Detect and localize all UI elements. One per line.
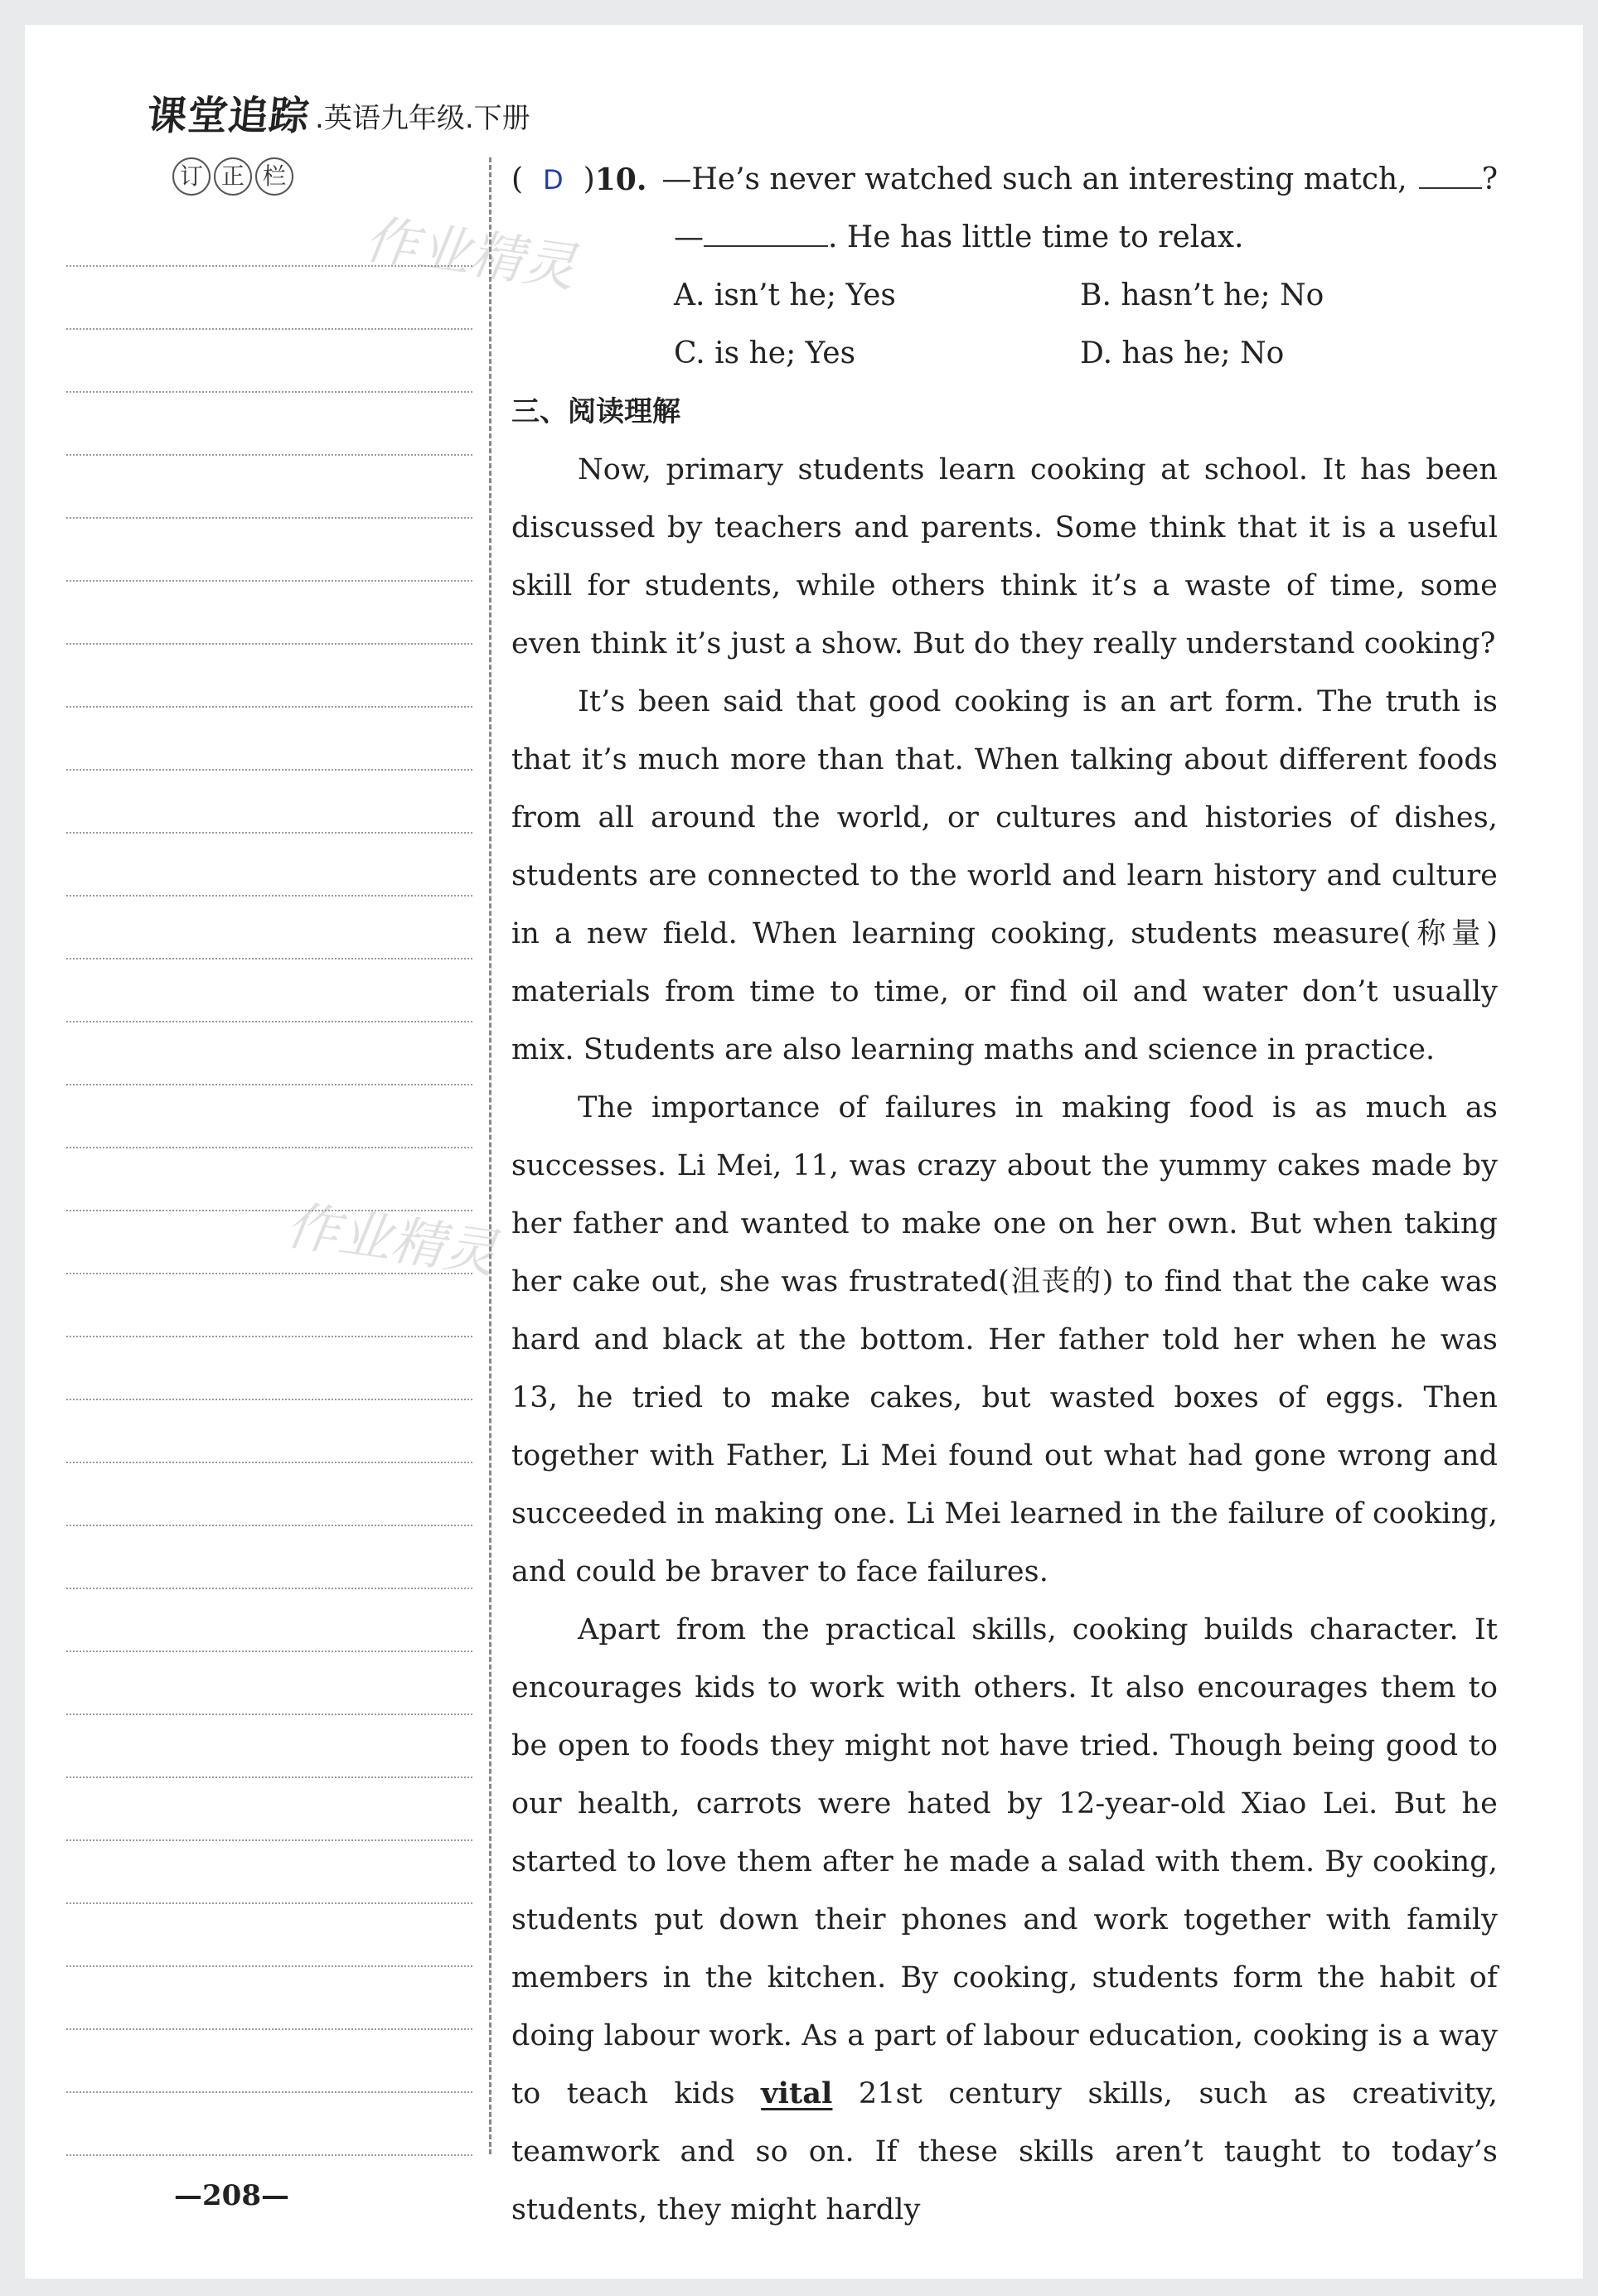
option-d: D. has he; No bbox=[1080, 336, 1285, 370]
writing-line bbox=[66, 1841, 472, 1904]
writing-line bbox=[66, 1400, 472, 1463]
correction-label-char: 订 bbox=[172, 157, 211, 196]
passage-paragraph-4 bbox=[511, 1601, 1498, 2239]
passage-paragraph-1: Now, primary students learn cooking at school. It has been discussed by teachers and parents. Some think that it is a useful skill for students, while others think it’s a waste of time, some even think it’s just a show. But do they really understand cooking? bbox=[511, 453, 1498, 660]
writing-line bbox=[66, 1967, 472, 2030]
writing-line bbox=[66, 1715, 472, 1778]
writing-line bbox=[66, 330, 472, 393]
paragraph-4-text-start: Apart from the practical skills, cooking builds character. It encourages kids to work with others. It also encourages them to be open to foods they might not have tried. Though being good to our health, carrots were hated by 12-year-old Xiao Lei. But he started to love them after he made a salad with them. By cooking, students put down their phones and work together with family members in the kitchen. By cooking, students form the habit of doing labour work. As a part of labour education, cooking is a way to teach kids bbox=[511, 1613, 1498, 2110]
writing-line bbox=[66, 1274, 472, 1337]
writing-line bbox=[66, 1463, 472, 1526]
writing-line bbox=[66, 834, 472, 897]
writing-line bbox=[66, 582, 472, 645]
answer-open-paren: ( bbox=[511, 162, 524, 196]
writing-line bbox=[66, 519, 472, 582]
writing-line bbox=[66, 1211, 472, 1274]
writing-line bbox=[66, 1085, 472, 1148]
page-number: —208— bbox=[174, 2179, 289, 2212]
answer-options bbox=[511, 267, 1498, 383]
section-title: 三、阅读理解 bbox=[511, 395, 680, 428]
reply-dash: — bbox=[674, 220, 704, 254]
correction-label-char: 栏 bbox=[255, 157, 293, 196]
column-divider bbox=[489, 157, 492, 2154]
writing-line bbox=[66, 1589, 472, 1652]
writing-line bbox=[66, 708, 472, 771]
question-number: 10. bbox=[594, 162, 647, 197]
writing-line bbox=[66, 1526, 472, 1589]
correction-label-char: 正 bbox=[214, 157, 252, 196]
question-stem-punct: ? bbox=[1481, 162, 1498, 196]
main-content bbox=[511, 151, 1498, 2239]
watermark: 作业精灵 bbox=[282, 1195, 501, 1286]
question-10-line-1 bbox=[511, 151, 1498, 209]
writing-line bbox=[66, 771, 472, 834]
writing-line bbox=[66, 2093, 472, 2156]
writing-line bbox=[66, 1337, 472, 1400]
watermark: 作业精灵 bbox=[361, 209, 580, 300]
reply-text: . He has little time to relax. bbox=[828, 220, 1244, 254]
question-10-line-2 bbox=[511, 209, 1498, 267]
passage-paragraph-2: It’s been said that good cooking is an art form. The truth is that it’s much more than that. When talking about different foods from all around the world, or cultures and histories of dishes, students are connected to the world and learn history and culture in a new field. When learning cooking, students measure(称量) materials from time to time, or find oil and water don’t usually mix. Students are also learning maths and science in practice. bbox=[511, 685, 1498, 1066]
writing-line bbox=[66, 1904, 472, 1967]
paragraph-4-text-end: 21st century skills, such as creativity, teamwork and so on. If these skills aren’t taught to today’s students, they might hardly bbox=[511, 2077, 1498, 2226]
book-title: .英语九年级.下册 bbox=[315, 102, 530, 135]
writing-line bbox=[66, 1778, 472, 1841]
page-header bbox=[144, 75, 530, 141]
option-a: A. isn’t he; Yes bbox=[674, 278, 896, 312]
question-stem-line-1: —He’s never watched such an interesting match, bbox=[661, 162, 1407, 196]
writing-line bbox=[66, 959, 472, 1022]
writing-line bbox=[66, 1022, 472, 1085]
answer-close-paren: ) bbox=[583, 162, 595, 196]
answer-mark: D bbox=[543, 164, 564, 196]
series-brand-logo: 课堂追踪 bbox=[144, 93, 312, 139]
option-b: B. hasn’t he; No bbox=[1080, 278, 1324, 312]
writing-line bbox=[66, 1148, 472, 1211]
answer-blank bbox=[704, 209, 828, 247]
writing-line bbox=[66, 267, 472, 330]
writing-line bbox=[66, 645, 472, 708]
correction-writing-lines bbox=[66, 265, 472, 2156]
answer-blank bbox=[1419, 151, 1482, 189]
writing-line bbox=[66, 456, 472, 519]
writing-line bbox=[66, 393, 472, 456]
writing-line bbox=[66, 2030, 472, 2093]
passage-paragraph-3: The importance of failures in making food is as much as successes. Li Mei, 11, was crazy about the yummy cakes made by her father and wanted to make one on her own. But when taking her cake out, she was frustrated(沮丧的) to find that the cake was hard and black at the bottom. Her father told her when he was 13, he tried to make cakes, but wasted boxes of eggs. Then together with Father, Li Mei found out what had gone wrong and succeeded in making one. Li Mei learned in the failure of cooking, and could be braver to face failures. bbox=[511, 1091, 1498, 1588]
underlined-word-vital: vital bbox=[761, 2076, 833, 2110]
option-c: C. is he; Yes bbox=[674, 336, 856, 370]
writing-line bbox=[66, 897, 472, 959]
writing-line bbox=[66, 1652, 472, 1715]
correction-column-label bbox=[172, 157, 293, 196]
